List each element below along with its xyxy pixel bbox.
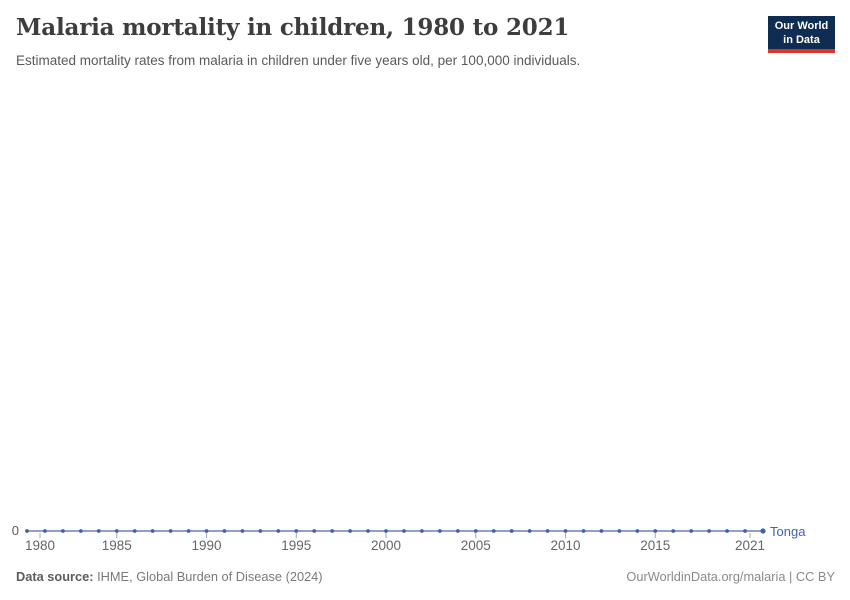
data-point[interactable]: [635, 529, 639, 533]
data-point[interactable]: [474, 529, 478, 533]
x-axis-label: 2021: [734, 538, 766, 553]
data-point[interactable]: [492, 529, 496, 533]
data-point[interactable]: [617, 529, 621, 533]
x-axis-label: 2000: [370, 538, 402, 553]
data-point[interactable]: [276, 529, 280, 533]
x-axis-label: 1985: [101, 538, 132, 553]
x-axis-label: 2015: [640, 538, 671, 553]
data-point[interactable]: [402, 529, 406, 533]
owid-logo-line2: in Data: [783, 33, 820, 46]
chart-subtitle: Estimated mortality rates from malaria in children under five years old, per 100,000 individuals.: [16, 53, 581, 68]
data-point[interactable]: [760, 528, 765, 533]
data-point[interactable]: [61, 529, 65, 533]
license-credit[interactable]: OurWorldinData.org/malaria | CC BY: [626, 569, 835, 584]
data-point[interactable]: [653, 529, 657, 533]
data-source-text: IHME, Global Burden of Disease (2024): [93, 569, 323, 584]
data-point[interactable]: [743, 529, 747, 533]
data-source-label: Data source:: [16, 569, 94, 584]
data-point[interactable]: [671, 529, 675, 533]
data-point[interactable]: [169, 529, 173, 533]
data-point[interactable]: [79, 529, 83, 533]
data-point[interactable]: [384, 529, 388, 533]
entity-label[interactable]: Tonga: [770, 524, 806, 539]
data-point[interactable]: [223, 529, 227, 533]
data-point[interactable]: [25, 529, 29, 533]
x-axis-label: 1990: [191, 538, 222, 553]
data-point[interactable]: [510, 529, 514, 533]
data-point[interactable]: [707, 529, 711, 533]
data-point[interactable]: [258, 529, 262, 533]
data-point[interactable]: [330, 529, 334, 533]
data-point[interactable]: [456, 529, 460, 533]
data-point[interactable]: [133, 529, 137, 533]
chart-title: Malaria mortality in children, 1980 to 2021: [16, 14, 570, 41]
x-axis-label: 2005: [460, 538, 491, 553]
data-point[interactable]: [97, 529, 101, 533]
data-point[interactable]: [420, 529, 424, 533]
line-series-tonga[interactable]: [25, 528, 766, 533]
data-point[interactable]: [582, 529, 586, 533]
x-axis-label: 2010: [550, 538, 581, 553]
owid-logo-line1: Our World: [774, 20, 829, 32]
data-point[interactable]: [187, 529, 191, 533]
data-point[interactable]: [115, 529, 119, 533]
data-point[interactable]: [205, 529, 209, 533]
x-axis-label: 1995: [281, 538, 312, 553]
data-point[interactable]: [294, 529, 298, 533]
data-point[interactable]: [348, 529, 352, 533]
data-point[interactable]: [564, 529, 568, 533]
data-point[interactable]: [725, 529, 729, 533]
data-point[interactable]: [689, 529, 693, 533]
data-point[interactable]: [151, 529, 155, 533]
data-point[interactable]: [366, 529, 370, 533]
y-axis-zero-label: 0: [11, 523, 19, 538]
data-point[interactable]: [546, 529, 550, 533]
data-point[interactable]: [241, 529, 245, 533]
x-axis-label: 1980: [24, 538, 56, 553]
data-point[interactable]: [312, 529, 316, 533]
data-point[interactable]: [438, 529, 442, 533]
data-point[interactable]: [43, 529, 47, 533]
data-point[interactable]: [528, 529, 532, 533]
data-point[interactable]: [600, 529, 604, 533]
data-source-note[interactable]: [16, 569, 323, 584]
